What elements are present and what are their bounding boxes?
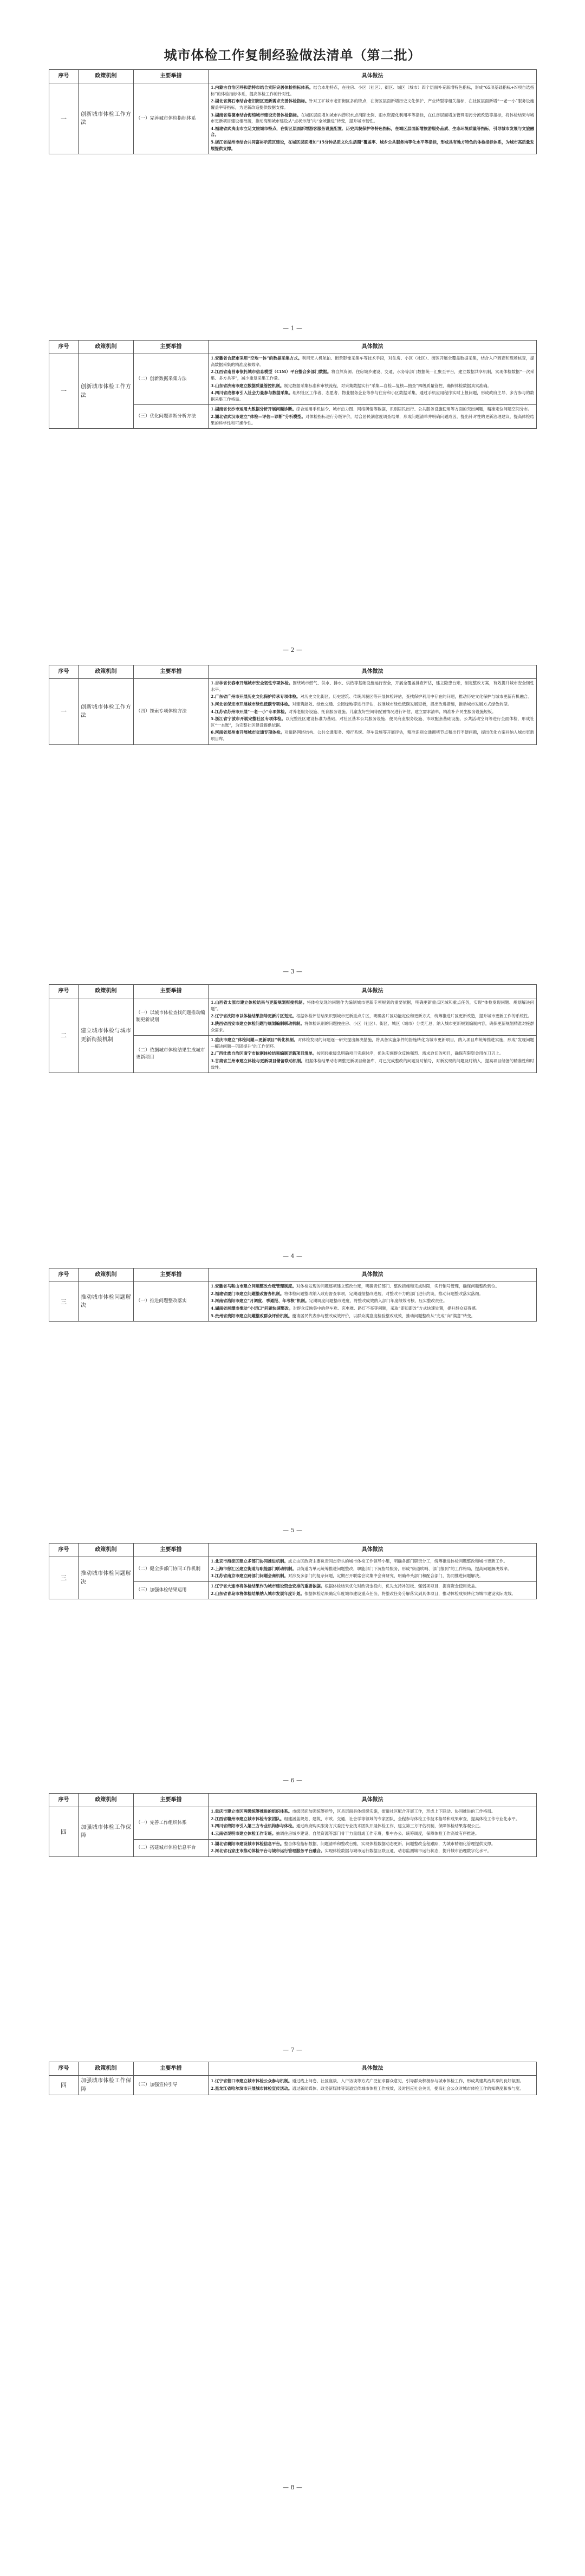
row-mechanism: 加强城市体检工作保障 (79, 1807, 134, 1857)
row-mechanism: 创新城市体检工作方法 (79, 354, 134, 429)
row-measure: （三）加强宣传引导 (134, 2076, 209, 2095)
row-measure: （二）搭建城市体检信息平台 (134, 1839, 209, 1856)
practice-item: 3.四川省绵阳市引入第三方专业机构参与体检。通过政府购买服务方式委托专业技术团队开展体检工作，建立第三方评估机制，保障体检结果客观公正。 (211, 1823, 483, 1829)
seq-header: 序号 (49, 2062, 79, 2076)
practice-item: 1.吉林省长春市开展城市安全韧性专项体检。围绕城市燃气、供水、排水、供热等基础设施运行安全，开展全覆盖排查评估，建立隐患台账，制定整改方案，有效提升城市安全韧性水平。 (211, 681, 534, 692)
practice-lead: 2.山东省青岛市将体检结果纳入城市发展年度计划。 (211, 1591, 304, 1596)
practice-lead: 2.上海市徐汇区建立街道与职能部门联动机制。 (211, 1566, 296, 1571)
row-practices (209, 1581, 537, 1599)
practice-item: 1.重庆市建立“体检问题—更新项目”转化机制。对体检发现的问题逐一研究提出解决措施，将具备实施条件的措施转化为城市更新项目，纳入项目库统筹推进实施，形成“发现问题—解决问题—巩固提升”的工作闭环。 (211, 1037, 534, 1049)
row-practices (209, 405, 537, 429)
practice-table (49, 665, 537, 745)
page-number: — 2 — (283, 646, 302, 653)
mechanism-header: 政策机制 (79, 665, 134, 679)
page-number: — 8 — (283, 2484, 302, 2491)
practice-lead: 4.云南省昆明市建立体检工作专班。 (211, 1830, 276, 1836)
practice-lead: 4.福建省武夷山市立足文旅城市特点，在街区层面新增游客服务设施配置、历史风貌保护等特色指标，在城区层面新增旅游服务品质、生态环境质量等指标，引导城市发展与文旅融合。 (211, 126, 534, 138)
row-practices (209, 2076, 537, 2095)
practice-item: 2.江西省南昌市依托城市信息模型（CIM）平台整合多部门数据。将自然资源、住房城乡建设、交通、水务等部门数据统一汇聚至平台，建立数据共享机制，实现体检数据“一次采集、多方共享”，减少重复采集工作量。 (211, 369, 534, 381)
row-measure: （二）依据城市体检结果生成城市更新项目 (134, 1036, 209, 1073)
measure-header: 主要举措 (134, 665, 209, 679)
row-seq: 三 (49, 1282, 79, 1322)
measure-header: 主要举措 (134, 1269, 209, 1282)
practice-lead: 1.安徽省合肥市采用“空地一体”的数据采集方式。 (211, 356, 302, 361)
practice-lead: 1.重庆市建立“体检问题—更新项目”转化机制。 (211, 1037, 298, 1043)
table-header-row (49, 341, 537, 354)
row-practices (209, 1807, 537, 1840)
page-number: — 5 — (283, 1527, 302, 1534)
practice-item (211, 126, 534, 138)
row-practices (209, 1839, 537, 1856)
row-measure: （三）优化问题诊断分析方法 (134, 405, 209, 429)
seq-header: 序号 (49, 341, 79, 354)
practice-item: 2.广东省广州市开展历史文化保护传承专项体检。对历史文化街区、历史建筑、传统风貌区等开展体检评估，查找保护利用中存在的问题，推动历史文化保护与城市更新有机融合。 (211, 694, 532, 699)
practice-lead: 1.内蒙古自治区呼和浩特市结合实际完善体检指标体系。 (211, 85, 314, 90)
practice-item: 5.贵州省贵阳市建立问题整改群众评价机制。邀请居民代表参与整改成效评价，以群众满意度检验整改成效，推动问题整改从“完成”向“满意”转变。 (211, 1313, 476, 1318)
practice-lead: 2.江西省南昌市依托城市信息模型（CIM）平台整合多部门数据。 (211, 369, 332, 375)
practice-item: 1.辽宁省营口市建立城市体检公众参与机制。通过线上问卷、社区座谈、入户访谈等方式广泛征求群众意见，引导群众积极参与城市体检工作，形成共建共治共享的良好氛围。 (211, 2078, 524, 2083)
seq-header: 序号 (49, 985, 79, 998)
practice-lead: 1.安徽省马鞍山市建立问题整改台账管理制度。 (211, 1284, 296, 1289)
page-number: — 7 — (283, 2047, 302, 2054)
row-mechanism: 创新城市体检工作方法 (79, 679, 134, 745)
practice-item: 2.上海市徐汇区建立街道与职能部门联动机制。以街道为单元统筹推进问题整改，职能部门下沉指导服务，形成“街道吹哨、部门报到”的工作格局，提高问题解决效率。 (211, 1566, 512, 1571)
practice-item: 4.江苏省苏州市开展“一老一小”专项体检。对养老服务设施、托育服务设施、儿童友好空间等配置情况进行评估，建立需求清单，精准补齐民生服务设施短板。 (211, 709, 496, 714)
practice-lead: 6.河南省郑州市开展城市交通专项体检。 (211, 730, 285, 735)
practice-item: 2.辽宁省沈阳市以体检结果指导更新片区划定。根据体检评估结果识别城市更新重点片区，明确各片区功能定位和更新方式，统筹推进片区更新改造，提升城市更新工作的系统性。 (211, 1014, 532, 1019)
practice-lead: 2.辽宁省沈阳市以体检结果指导更新片区划定。 (211, 1014, 296, 1019)
table-header-row (49, 1794, 537, 1807)
practice-header: 具体做法 (209, 665, 537, 679)
practice-item: 1.山西省太原市建立体检结果与更新规划衔接机制。将体检发现的问题作为编制城市更新专项规划的重要依据，明确更新重点区域和重点任务，实现“体检发现问题、规划解决问题”。 (211, 1000, 534, 1011)
page-number: — 6 — (283, 1777, 302, 1784)
practice-lead: 3.四川省绵阳市引入第三方专业机构参与体检。 (211, 1823, 296, 1829)
mechanism-header: 政策机制 (79, 70, 134, 83)
practice-item: 3.河北省保定市开展城市绿色低碳专项体检。对建筑能效、绿色交通、公园绿地等进行评估，找准城市绿色低碳发展短板，提出改进措施，推动城市发展方式绿色转型。 (211, 701, 512, 707)
row-measure: （一）完善城市体检指标体系 (134, 83, 209, 154)
practice-table (49, 1268, 537, 1322)
table-row (49, 83, 537, 154)
practice-lead: 5.浙江省宁波市开展完整社区专项体检。 (211, 716, 286, 722)
row-practices (209, 1282, 537, 1322)
row-seq: 三 (49, 1557, 79, 1599)
practice-lead: 3.江苏省南京市建立跨部门问题会商机制。 (211, 1573, 288, 1579)
row-measure: （一）推进问题整改落实 (134, 1282, 209, 1322)
row-practices (209, 1036, 537, 1073)
row-mechanism: 推动城市体检问题解决 (79, 1282, 134, 1322)
row-seq: 一 (49, 679, 79, 745)
row-seq: 四 (49, 2076, 79, 2095)
practice-lead: 1.湖南省长沙市运用大数据分析开展问题诊断。 (211, 407, 296, 412)
practice-header: 具体做法 (209, 70, 537, 83)
practice-lead: 1.辽宁省大连市将体检结果作为城市建设资金安排的重要依据。 (211, 1583, 325, 1588)
practice-item: 2.福建省厦门市建立问题整改督办机制。将体检问题整改纳入政府督查事项，定期通报整改进展，对整改不力的部门进行约谈，推动问题整改落实落细。 (211, 1291, 483, 1296)
row-mechanism: 加强城市体检工作保障 (79, 2076, 134, 2095)
table-row (49, 2076, 537, 2095)
table-header-row (49, 665, 537, 679)
practice-table (49, 1793, 537, 1857)
mechanism-header: 政策机制 (79, 1794, 134, 1807)
mechanism-header: 政策机制 (79, 2062, 134, 2076)
practice-header: 具体做法 (209, 1269, 537, 1282)
practice-lead: 5.贵州省贵阳市建立问题整改群众评价机制。 (211, 1313, 292, 1318)
row-practices (209, 1557, 537, 1582)
table-row (49, 998, 537, 1036)
practice-lead: 2.河北省石家庄市推动体检平台与城市运行管理服务平台融合。 (211, 1848, 325, 1854)
row-seq: 一 (49, 83, 79, 154)
practice-header: 具体做法 (209, 1544, 537, 1557)
practice-item: 2.江西省赣州市建立城市体检专家团队。组建涵盖规划、建筑、市政、交通、社会学等领域的专家团队，全程参与体检工作技术指导和成果审查，提高体检工作专业化水平。 (211, 1816, 520, 1821)
practice-item: 3.山东省济南市建立数据质量管控机制。制定数据采集标准和审核流程，对采集数据实行“采集—自检—复核—抽查”四级质量管控，确保体检数据真实准确。 (211, 383, 492, 388)
seq-header: 序号 (49, 1544, 79, 1557)
practice-lead: 1.山西省太原市建立体检结果与更新规划衔接机制。 (211, 1000, 307, 1005)
page-number: — 3 — (283, 968, 302, 975)
practice-item: 2.湖北省黄石市结合老旧街区更新需求完善体检指标。针对工矿城市老旧街区多的特点，在街区层面新增历史文化保护、产业转型等相关指标，在社区层面新增“一老一小”服务设施覆盖率等指标，为更新改造提供数据支撑。 (211, 99, 534, 110)
practice-item: 1.安徽省马鞍山市建立问题整改台账管理制度。对体检发现的问题逐项建立整改台账，明确责任部门、整改措施和完成时限，实行销号管理，确保问题整改到位。 (211, 1284, 499, 1289)
row-practices (209, 354, 537, 405)
practice-item: 4.湖南省湘潭市推动“小切口”问题快速整改。对群众反映集中的停车难、充电难、路灯不亮等问题，采取“即知即改”方式快速处置，提升群众获得感。 (211, 1305, 480, 1311)
practice-item: 3.甘肃省兰州市建立体检与更新项目储备联动机制。根据体检结果动态调整更新项目储备库，对已完成整改的问题及时销号，对新发现的问题及时纳入，提高项目储备的精准性和时效性。 (211, 1058, 534, 1070)
practice-item: 1.湖北省襄阳市建设城市体检信息平台。整合体检指标数据、问题清单和整改台账，实现体检数据动态更新、问题整改全程跟踪，为城市精细化管理提供支撑。 (211, 1841, 496, 1846)
page-number: — 4 — (283, 1253, 302, 1260)
row-seq: 一 (49, 354, 79, 429)
row-measure: （三）加强体检结果运用 (134, 1581, 209, 1599)
row-mechanism: 创新城市体检工作方法 (79, 83, 134, 154)
row-measure: （四）探索专项体检方法 (134, 679, 209, 745)
practice-item (211, 139, 534, 152)
measure-header: 主要举措 (134, 1794, 209, 1807)
practice-lead: 1.北京市海淀区建立多部门协同推进机制。 (211, 1559, 288, 1564)
table-row (49, 1807, 537, 1840)
table-header-row (49, 1544, 537, 1557)
practice-lead: 2.湖北省武汉市建立“体检—评估—诊断”分析模型。 (211, 414, 306, 419)
practice-item: 4.云南省昆明市建立体检工作专班。抽调住房城乡建设、自然资源等部门骨干力量组成工作专班，集中办公、统筹调度，保障体检工作高效有序推进。 (211, 1830, 479, 1836)
measure-header: 主要举措 (134, 341, 209, 354)
practice-header: 具体做法 (209, 1794, 537, 1807)
practice-lead: 2.福建省厦门市建立问题整改督办机制。 (211, 1291, 284, 1296)
practice-table (49, 1543, 537, 1599)
practice-item: 5.浙江省宁波市开展完整社区专项体检。以完整社区建设标准为基础，对社区基本公共服务设施、便民商业服务设施、市政配套基础设施、公共活动空间等进行全面体检，形成社区“一本账”，为完整社区建设提供依据。 (211, 716, 534, 728)
practice-item: 3.陕西省西安市建立体检问题与规划编制联动机制。将体检识别的问题按住房、小区（社区）、街区、城区（城市）分类汇总，纳入城市更新规划编制内容，确保更新规划精准对接群众需求。 (211, 1021, 534, 1032)
practice-lead: 3.河南省洛阳市建立“月调度、季通报、年考核”机制。 (211, 1298, 309, 1304)
row-measure: （二）健全多部门协同工作机制 (134, 1557, 209, 1582)
table-header-row (49, 70, 537, 83)
practice-item: 1.湖南省长沙市运用大数据分析开展问题诊断。综合运用手机信令、城市热力图、网络舆情等数据，识别居民出行、公共服务设施使用等方面的突出问题，精准定位问题空间分布。 (211, 407, 532, 412)
practice-lead: 3.陕西省西安市建立体检问题与规划编制联动机制。 (211, 1021, 304, 1026)
practice-lead: 1.吉林省长春市开展城市安全韧性专项体检。 (211, 681, 293, 685)
mechanism-header: 政策机制 (79, 341, 134, 354)
document-title: 城市体检工作复制经验做法清单（第二批） (164, 47, 421, 63)
table-row (49, 1282, 537, 1322)
practice-item: 2.山东省青岛市将体检结果纳入城市发展年度计划。依据体检结果确定年度城市建设重点任务，将整改任务分解落实到具体项目，推动体检成果转化为城市建设实际成效。 (211, 1591, 516, 1596)
practice-lead: 1.辽宁省营口市建立城市体检公众参与机制。 (211, 2078, 292, 2083)
table-header-row (49, 1269, 537, 1282)
table-row (49, 354, 537, 405)
practice-lead: 3.河北省保定市开展城市绿色低碳专项体检。 (211, 701, 292, 707)
practice-lead: 2.黑龙江省哈尔滨市开展城市体检宣传活动。 (211, 2085, 292, 2091)
table-header-row (49, 2062, 537, 2076)
practice-table (49, 69, 537, 154)
table-header-row (49, 985, 537, 998)
practice-item: 1.北京市海淀区建立多部门协同推进机制。成立由区政府主要负责同志牵头的城市体检工作领导小组，明确各部门职责分工，统筹推进体检问题整改和城市更新工作。 (211, 1559, 508, 1564)
practice-lead: 2.江西省赣州市建立城市体检专家团队。 (211, 1816, 284, 1821)
practice-lead: 5.浙江省湖州市结合共同富裕示范区建设，在城区层面增加“15分钟品质文化生活圈”覆盖率、城乡公共服务均等化水平等指标，形成具有地方特色的体检指标体系，为城市高质量发展提供支撑。 (211, 140, 534, 151)
seq-header: 序号 (49, 1269, 79, 1282)
row-seq: 二 (49, 998, 79, 1073)
table-row (49, 1557, 537, 1582)
row-practices (209, 83, 537, 154)
practice-item: 4.四川省成都市引入社会力量参与数据采集。组织社区工作者、志愿者、物业服务企业等参与住房和小区数据采集，通过手机应用程序实时上报问题，形成政府主导、多方参与的数据采集工作格局。 (211, 390, 534, 402)
measure-header: 主要举措 (134, 985, 209, 998)
practice-table (49, 984, 537, 1073)
row-seq: 四 (49, 1807, 79, 1857)
practice-lead: 3.甘肃省兰州市建立体检与更新项目储备联动机制。 (211, 1058, 306, 1063)
measure-header: 主要举措 (134, 70, 209, 83)
practice-lead: 2.广东省广州市开展历史文化保护传承专项体检。 (211, 694, 301, 699)
row-practices (209, 998, 537, 1036)
row-practices (209, 679, 537, 745)
seq-header: 序号 (49, 70, 79, 83)
practice-lead: 1.重庆市建立市区两级统筹推进的组织体系。 (211, 1809, 292, 1814)
practice-table (49, 2062, 537, 2095)
table-row (49, 679, 537, 745)
practice-header: 具体做法 (209, 985, 537, 998)
row-measure: （二）创新数据采集方法 (134, 354, 209, 405)
measure-header: 主要举措 (134, 2062, 209, 2076)
practice-item: 1.安徽省合肥市采用“空地一体”的数据采集方式。利用无人机航拍、街景影像采集车等技术手段，对住房、小区（社区）、街区开展全覆盖数据采集，结合入户调查和现场核查，提高数据采集的精准度和效率。 (211, 356, 534, 367)
seq-header: 序号 (49, 665, 79, 679)
row-measure: （一）完善工作组织体系 (134, 1807, 209, 1840)
row-mechanism: 建立城市体检与城市更新衔接机制 (79, 998, 134, 1073)
practice-item: 1.重庆市建立市区两级统筹推进的组织体系。市级层面加强统筹指导，区县层面具体组织实施，街道社区配合开展工作，形成上下联动、协同推进的工作格局。 (211, 1809, 496, 1814)
practice-item: 3.河南省洛阳市建立“月调度、季通报、年考核”机制。定期调度问题整改进度，将整改成效纳入部门年度绩效考核，压实整改责任。 (211, 1298, 447, 1304)
mechanism-header: 政策机制 (79, 1269, 134, 1282)
practice-lead: 2.湖北省黄石市结合老旧街区更新需求完善体检指标。 (211, 99, 309, 104)
seq-header: 序号 (49, 1794, 79, 1807)
practice-item: 1.辽宁省大连市将体检结果作为城市建设资金安排的重要依据。根据体检结果优化财政资金投向，优先支持补短板、强弱项项目，提高资金使用效益。 (211, 1583, 479, 1588)
practice-header: 具体做法 (209, 2062, 537, 2076)
practice-item: 2.河北省石家庄市推动体检平台与城市运行管理服务平台融合。实现体检数据与城市运行数据互联互通，动态监测城市运行状态，提升城市治理数字化水平。 (211, 1848, 491, 1854)
practice-lead: 4.四川省成都市引入社会力量参与数据采集。 (211, 390, 293, 396)
practice-item: 2.广西壮族自治区南宁市依据体检结果编制更新项目清单。按照轻重缓急明确项目实施时序，优先实施群众反映强烈、需求迫切的项目，确保有限资金用在刀刃上。 (211, 1051, 504, 1056)
practice-item: 3.江苏省南京市建立跨部门问题会商机制。对涉及多部门的复杂问题，定期召开联席会议集中会商研究，明确牵头部门和配合部门，协同推进问题解决。 (211, 1573, 483, 1579)
practice-lead: 4.江苏省苏州市开展“一老一小”专项体检。 (211, 709, 289, 714)
practice-item: 1.内蒙古自治区呼和浩特市结合实际完善体检指标体系。结合本地特点，在住房、小区（社区）、街区、城区（城市）四个层面补充新增特色指标，形成“65项基础指标+N项自选指标”的体检指标体系，提高体检工作的针对性。 (211, 85, 535, 96)
practice-item: 2.黑龙江省哈尔滨市开展城市体检宣传活动。通过新闻媒体、政务新媒体等渠道宣传城市体检工作成效，及时回应社会关切，提高社会公众对城市体检工作的知晓度和参与度。 (211, 2085, 524, 2091)
practice-item: 2.湖北省武汉市建立“体检—评估—诊断”分析模型。对体检指标进行分级评价，结合居民满意度调查结果，形成问题清单并明确问题成因，提出针对性的更新治理建议，提高体检结果的科学性和可操作性。 (211, 414, 534, 426)
practice-header: 具体做法 (209, 341, 537, 354)
row-measure: （一）以城市体检查找问题推动编制更新规划 (134, 998, 209, 1036)
practice-lead: 3.山东省济南市建立数据质量管控机制。 (211, 383, 284, 388)
measure-header: 主要举措 (134, 1544, 209, 1557)
practice-lead: 3.湖南省常德市结合海绵城市建设完善体检指标。 (211, 112, 301, 117)
practice-lead: 4.湖南省湘潭市推动“小切口”问题快速整改。 (211, 1305, 293, 1311)
mechanism-header: 政策机制 (79, 985, 134, 998)
practice-lead: 1.湖北省襄阳市建设城市体检信息平台。 (211, 1841, 284, 1846)
mechanism-header: 政策机制 (79, 1544, 134, 1557)
practice-lead: 2.广西壮族自治区南宁市依据体检结果编制更新项目清单。 (211, 1051, 317, 1056)
practice-item: 6.河南省郑州市开展城市交通专项体检。对道路网络结构、公共交通服务、慢行系统、停车设施等开展评估，精准识别交通拥堵节点和出行不便问题，提出优化方案并纳入城市更新项目库。 (211, 730, 534, 741)
row-mechanism: 推动城市体检问题解决 (79, 1557, 134, 1599)
page-number: — 1 — (283, 325, 302, 332)
practice-table (49, 340, 537, 429)
practice-item: 3.湖南省常德市结合海绵城市建设完善体检指标。在城区层面增加城市内涝积水点消除比例、雨水资源化利用率等指标，在住房层面增加管网雨污分流改造等指标，将体检结果与城市更新项目建设相衔接，推动海绵城市建设从“点状示范”向“全域推进”转变，提升城市韧性。 (211, 112, 534, 124)
